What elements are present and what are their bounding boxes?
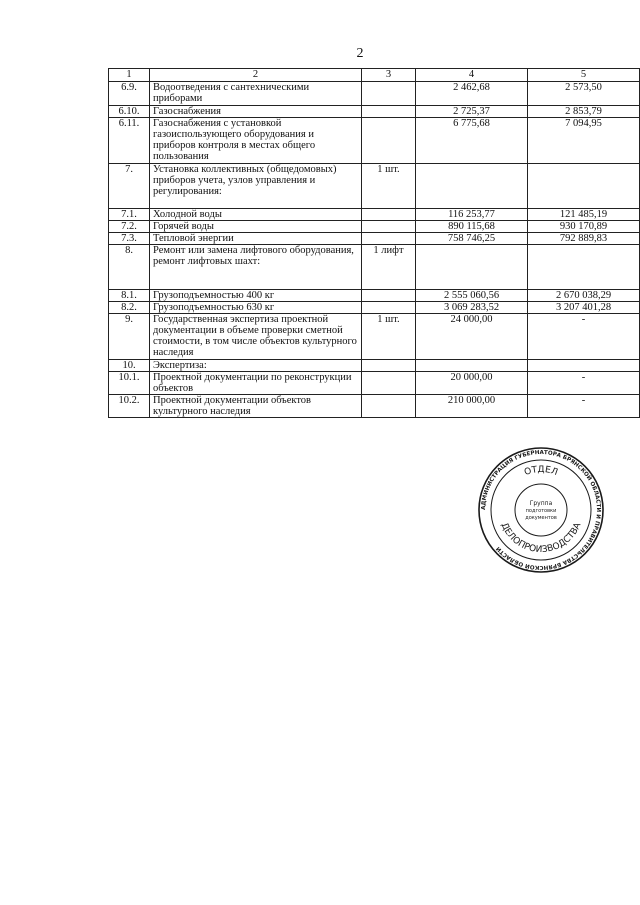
- row-value-5: 2 573,50: [528, 82, 640, 106]
- row-number: 6.10.: [109, 106, 150, 118]
- row-name: Установка коллективных (общедомовых) приборов учета, узлов управления и регулирования:: [150, 164, 362, 209]
- row-value-4: 24 000,00: [416, 314, 528, 360]
- table-row: [109, 233, 640, 245]
- header-col-5: 5: [528, 69, 640, 82]
- header-col-4: 4: [416, 69, 528, 82]
- header-col-2: 2: [150, 69, 362, 82]
- row-unit: [362, 221, 416, 233]
- row-value-4: 6 775,68: [416, 118, 528, 164]
- row-value-4: 890 115,68: [416, 221, 528, 233]
- row-name: Проектной документации по реконструкции объектов: [150, 372, 362, 395]
- table-row: [109, 314, 640, 360]
- table-row: [109, 360, 640, 372]
- row-name: Ремонт или замена лифтового оборудования, ремонт лифтовых шахт:: [150, 245, 362, 290]
- row-value-4: 758 746,25: [416, 233, 528, 245]
- row-value-5: 7 094,95: [528, 118, 640, 164]
- row-unit: 1 шт.: [362, 314, 416, 360]
- stamp-bottom-text: ДЕЛОПРОИЗВОДСТВА: [498, 521, 584, 556]
- table-row: [109, 245, 640, 290]
- row-value-4: [416, 245, 528, 290]
- table-row: [109, 221, 640, 233]
- row-value-4: 2 555 060,56: [416, 290, 528, 302]
- row-name: Проектной документации объектов культурного наследия: [150, 395, 362, 418]
- row-name: Экспертиза:: [150, 360, 362, 372]
- row-unit: 1 шт.: [362, 164, 416, 209]
- row-value-4: 116 253,77: [416, 209, 528, 221]
- stamp-outer-text: АДМИНИСТРАЦИЯ ГУБЕРНАТОРА БРЯНСКОЙ ОБЛАСТИ И ПРАВИТЕЛЬСТВА БРЯНСКОЙ ОБЛАСТИ: [480, 449, 602, 571]
- row-value-5: [528, 164, 640, 209]
- row-value-4: 2 725,37: [416, 106, 528, 118]
- row-number: 7.2.: [109, 221, 150, 233]
- page-number: 2: [356, 46, 364, 61]
- row-value-5: 2 670 038,29: [528, 290, 640, 302]
- table-row: [109, 209, 640, 221]
- row-number: 7.1.: [109, 209, 150, 221]
- row-name: Водоотведения с сантехническими приборами: [150, 82, 362, 106]
- row-unit: [362, 233, 416, 245]
- row-value-5: 2 853,79: [528, 106, 640, 118]
- stamp-top-text: ОТДЕЛ: [523, 464, 559, 479]
- stamp-center-line-1: Группа: [529, 500, 553, 507]
- table-row: [109, 118, 640, 164]
- stamp-center-line-2: подготовки: [525, 508, 557, 514]
- row-unit: [362, 395, 416, 418]
- row-number: 8.: [109, 245, 150, 290]
- row-number: 6.9.: [109, 82, 150, 106]
- row-value-5: -: [528, 395, 640, 418]
- table-row: [109, 106, 640, 118]
- row-unit: [362, 302, 416, 314]
- office-stamp: [477, 446, 605, 574]
- row-number: 7.3.: [109, 233, 150, 245]
- row-number: 7.: [109, 164, 150, 209]
- row-value-5: [528, 245, 640, 290]
- row-value-5: -: [528, 314, 640, 360]
- row-number: 8.1.: [109, 290, 150, 302]
- row-value-5: 930 170,89: [528, 221, 640, 233]
- table-row: [109, 302, 640, 314]
- row-name: Государственная экспертиза проектной документации в объеме проверки сметной стоимости, в том числе объектов культурного наследия: [150, 314, 362, 360]
- row-number: 10.: [109, 360, 150, 372]
- row-value-4: [416, 360, 528, 372]
- row-number: 8.2.: [109, 302, 150, 314]
- row-unit: [362, 372, 416, 395]
- row-value-5: [528, 360, 640, 372]
- row-number: 10.2.: [109, 395, 150, 418]
- row-value-4: 3 069 283,52: [416, 302, 528, 314]
- row-name: Горячей воды: [150, 221, 362, 233]
- tariff-table: [108, 68, 640, 418]
- svg-text:ОТДЕЛ: [523, 465, 559, 478]
- row-value-4: 2 462,68: [416, 82, 528, 106]
- row-value-5: 792 889,83: [528, 233, 640, 245]
- row-value-4: 210 000,00: [416, 395, 528, 418]
- row-number: 6.11.: [109, 118, 150, 164]
- row-number: 9.: [109, 314, 150, 360]
- row-value-5: -: [528, 372, 640, 395]
- row-name: Холодной воды: [150, 209, 362, 221]
- row-value-5: 3 207 401,28: [528, 302, 640, 314]
- row-value-5: 121 485,19: [528, 209, 640, 221]
- row-unit: [362, 360, 416, 372]
- header-col-3: 3: [362, 69, 416, 82]
- row-name: Тепловой энергии: [150, 233, 362, 245]
- stamp-center-line-3: документов: [525, 515, 557, 521]
- row-unit: [362, 82, 416, 106]
- table-row: [109, 372, 640, 395]
- table-row: [109, 82, 640, 106]
- row-name: Грузоподъемностью 630 кг: [150, 302, 362, 314]
- header-col-1: 1: [109, 69, 150, 82]
- row-name: Грузоподъемностью 400 кг: [150, 290, 362, 302]
- table-row: [109, 164, 640, 209]
- row-unit: [362, 209, 416, 221]
- table-row: [109, 395, 640, 418]
- table-row: [109, 290, 640, 302]
- row-value-4: 20 000,00: [416, 372, 528, 395]
- row-unit: [362, 106, 416, 118]
- row-name: Газоснабжения с установкой газоиспользующего оборудования и приборов контроля в местах общего пользования: [150, 118, 362, 164]
- row-unit: [362, 290, 416, 302]
- row-value-4: [416, 164, 528, 209]
- row-unit: 1 лифт: [362, 245, 416, 290]
- table-header-row: [109, 69, 640, 82]
- row-unit: [362, 118, 416, 164]
- row-name: Газоснабжения: [150, 106, 362, 118]
- row-number: 10.1.: [109, 372, 150, 395]
